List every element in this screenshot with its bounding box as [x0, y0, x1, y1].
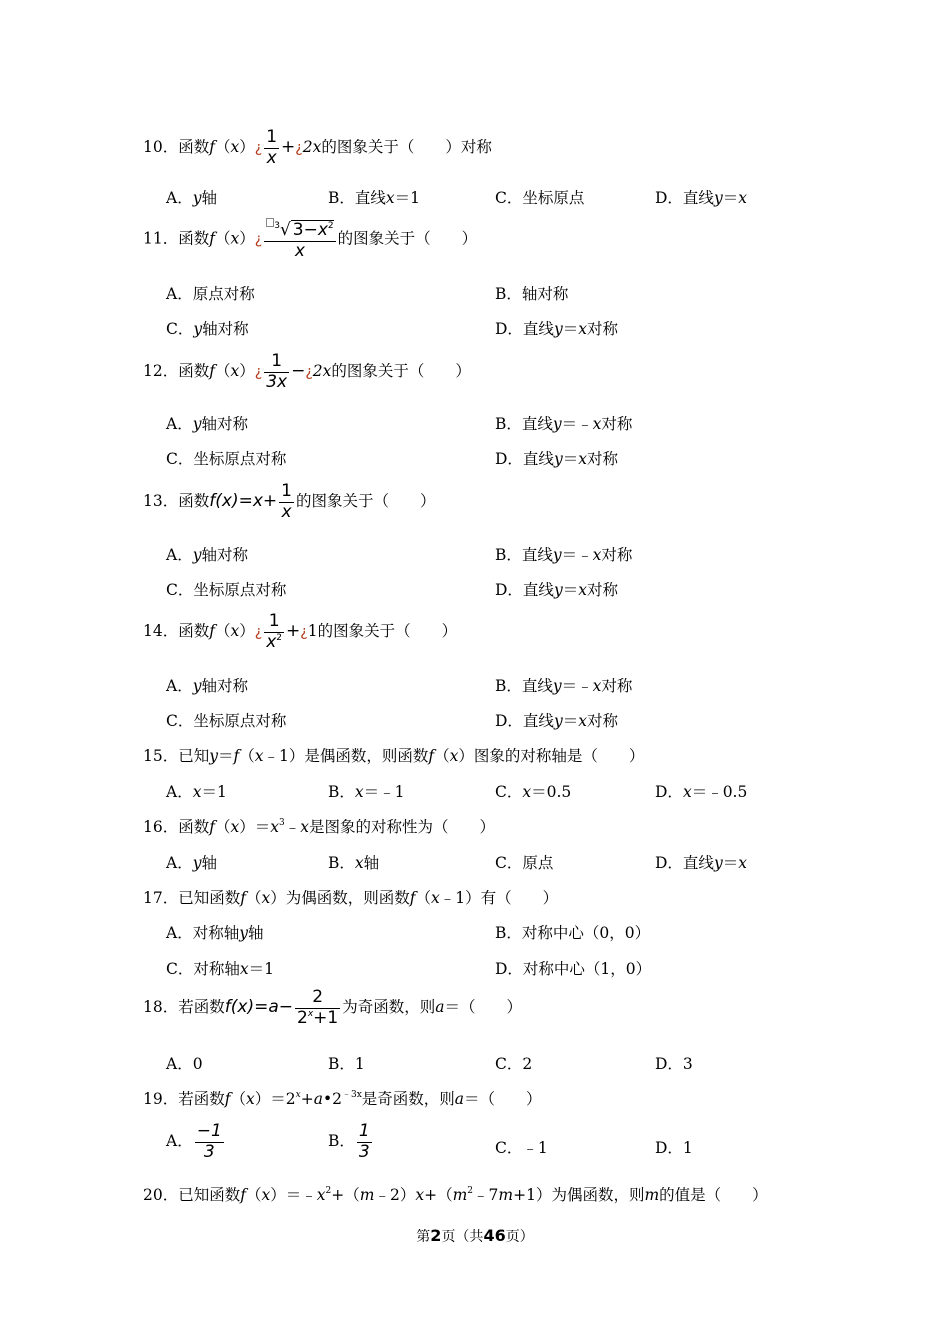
- option-b: B．直线y＝﹣x对称: [495, 546, 633, 564]
- option-b: B． $\frac{1}{3}$: [328, 1121, 370, 1162]
- option-a: A． $\frac{-1}{3}$: [166, 1121, 222, 1162]
- option-a: A．0: [166, 1055, 203, 1073]
- option-d: D．直线y＝x对称: [495, 581, 618, 599]
- fraction: $\frac{1}{x}$: [281, 481, 292, 522]
- option-d: D．x＝﹣0.5: [655, 783, 748, 801]
- option-c: C．坐标原点对称: [166, 450, 287, 468]
- option-a: A．y轴: [166, 189, 217, 207]
- option-b: B．直线y＝﹣x对称: [495, 677, 633, 695]
- page-footer: 第2页（共46页）: [416, 1226, 534, 1245]
- fraction: $\frac{1}{x^2}$: [266, 611, 282, 652]
- option-c: C．坐标原点对称: [166, 712, 287, 730]
- question-12: 12．函数f（x）¿ $\frac{1}{3x}$ −¿2x的图象关于（ ）: [143, 351, 471, 392]
- option-c: C．坐标原点: [495, 189, 585, 207]
- fraction: $\frac{^3√ 3-x^2}{x}$: [264, 218, 335, 261]
- option-d: D．直线y＝x对称: [495, 320, 618, 338]
- option-a: A．y轴: [166, 854, 217, 872]
- question-15: 15．已知y＝f（x﹣1）是偶函数，则函数f（x）图象的对称轴是（ ）: [143, 747, 645, 765]
- option-a: A．y轴对称: [166, 415, 248, 433]
- fraction: $\frac{2}{2^x+1}$: [297, 987, 339, 1028]
- fraction: $\frac{1}{3}$: [358, 1121, 370, 1162]
- question-19: 19．若函数$f(x)=2^x+a•2^{﹣3x}$是奇函数，则a＝（ ）: [143, 1090, 542, 1108]
- option-d: D．直线y＝x: [655, 854, 747, 872]
- option-b: B．x＝﹣1: [328, 783, 405, 801]
- option-c: C．坐标原点对称: [166, 581, 287, 599]
- question-10: 10．函数f（x）¿ $\frac{1}{x}$ +¿2x的图象关于（ ）对称: [143, 127, 492, 168]
- option-c: C．x＝0.5: [495, 783, 572, 801]
- option-c: C．对称轴x＝1: [166, 960, 274, 978]
- option-b: B．x轴: [328, 854, 380, 872]
- option-a: A．原点对称: [166, 285, 255, 303]
- option-d: D．3: [655, 1055, 693, 1073]
- option-a: A．对称轴y轴: [166, 924, 264, 942]
- question-16: 16．函数$f(x)=x^3﹣x$是图象的对称性为（ ）: [143, 818, 496, 836]
- option-d: D．直线y＝x: [655, 189, 747, 207]
- option-d: D．对称中心（1，0）: [495, 960, 652, 978]
- question-18: 18．若函数f(x)=a− $\frac{2}{2^x+1}$ 为奇函数，则a＝（ ）: [143, 987, 522, 1028]
- fraction: $\frac{1}{x}$: [266, 127, 278, 168]
- question-17: 17．已知函数f（x）为偶函数，则函数f（x﹣1）有（ ）: [143, 889, 559, 907]
- question-13: 13．函数f(x)=x+ $\frac{1}{x}$ 的图象关于（ ）: [143, 481, 436, 522]
- option-b: B．直线y＝﹣x对称: [495, 415, 633, 433]
- option-d: D．直线y＝x对称: [495, 450, 618, 468]
- question-11: 11．函数f（x）¿ $\frac{^3√ 3-x^2}{x}$ 的图象关于（ ）: [143, 220, 478, 261]
- option-d: D．1: [655, 1139, 693, 1157]
- option-a: A．y轴对称: [166, 677, 248, 695]
- fraction: $\frac{1}{3x}$: [266, 351, 288, 392]
- option-b: B．对称中心（0，0）: [495, 924, 651, 942]
- question-20: 20．已知函数$f(x)=﹣x^2+(m﹣2)x+(m^2﹣7m+1)$为偶函数，则m的值是（ ）: [143, 1186, 768, 1204]
- option-b: B．直线x＝1: [328, 189, 421, 207]
- option-a: A．y轴对称: [166, 546, 248, 564]
- placeholder-box-icon: [266, 218, 274, 227]
- option-a: A．x＝1: [166, 783, 227, 801]
- option-b: B．轴对称: [495, 285, 569, 303]
- option-b: B．1: [328, 1055, 365, 1073]
- option-c: C．﹣1: [495, 1139, 548, 1157]
- page-total: 46: [483, 1226, 506, 1245]
- question-14: 14．函数f（x）¿ $\frac{1}{x^2}$ +¿1的图象关于（ ）: [143, 611, 458, 652]
- option-c: C．2: [495, 1055, 533, 1073]
- option-c: C．y轴对称: [166, 320, 249, 338]
- fraction: $\frac{-1}{3}$: [196, 1121, 222, 1162]
- option-c: C．原点: [495, 854, 554, 872]
- option-d: D．直线y＝x对称: [495, 712, 618, 730]
- page-number: 2: [430, 1226, 442, 1245]
